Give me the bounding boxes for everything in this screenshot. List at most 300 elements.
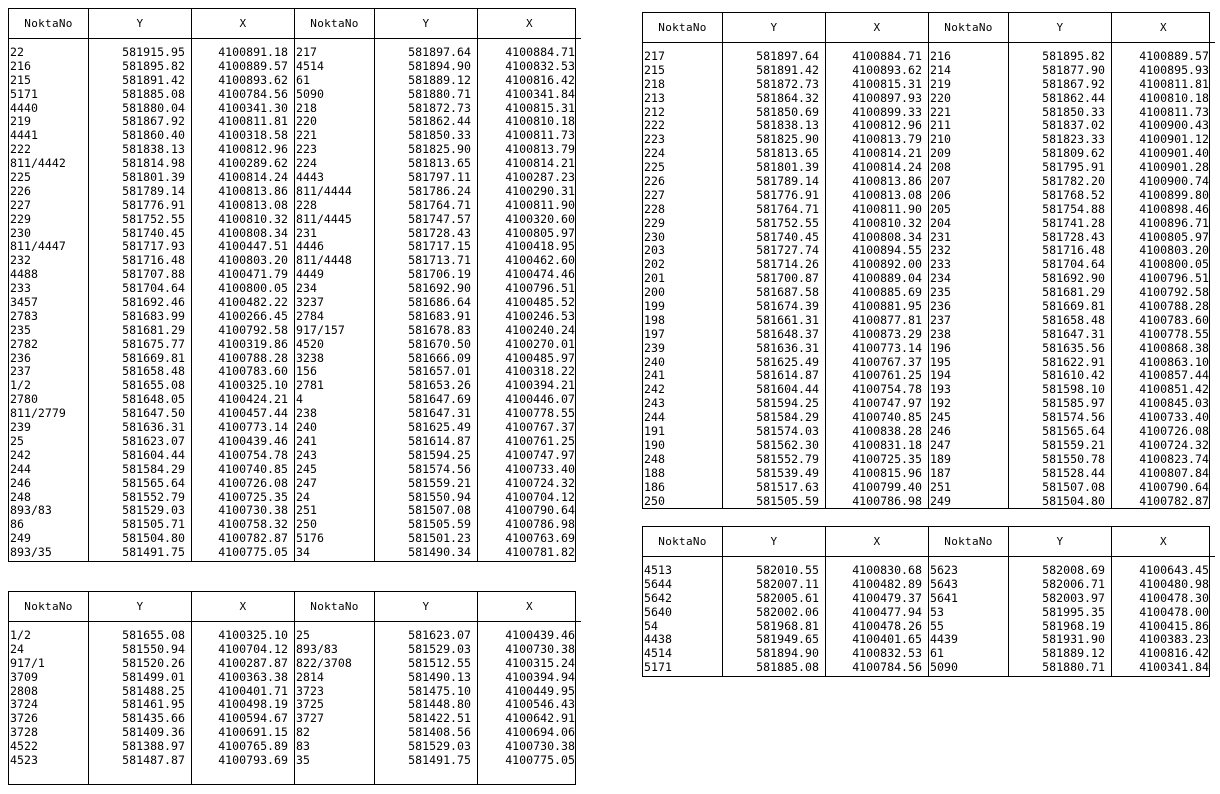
column-header-y-right: Y <box>1009 13 1112 43</box>
table-cell: 581625.49 <box>756 354 819 369</box>
table-cell: 24 <box>296 489 310 504</box>
table-cell: 581507.08 <box>1042 479 1105 494</box>
table-cell: 581740.45 <box>122 225 185 240</box>
table-cell: 202 <box>644 257 665 272</box>
table-cell: 222 <box>10 142 31 157</box>
table-cell: 4100775.05 <box>505 753 575 768</box>
table-cell: 4100240.24 <box>505 322 575 337</box>
column-x-right <box>1112 43 1215 508</box>
table-cell: 581797.11 <box>408 170 471 185</box>
table-cell: 4488 <box>10 267 38 282</box>
table-cell: 4100724.32 <box>505 475 575 490</box>
table-cell: 195 <box>930 354 951 369</box>
table-cell: 227 <box>10 197 31 212</box>
table-cell: 5641 <box>930 590 958 605</box>
table-cell: 581850.33 <box>1042 104 1105 119</box>
table-cell: 581885.08 <box>122 86 185 101</box>
table-cell: 581872.73 <box>408 100 471 115</box>
table-cell: 581891.42 <box>756 62 819 77</box>
table-cell: 4100401.71 <box>218 683 288 698</box>
table-cell: 581862.44 <box>1042 90 1105 105</box>
coordinate-table-3 <box>642 12 1210 509</box>
table-cell: 243 <box>644 396 665 411</box>
table-cell: 4100479.37 <box>852 590 922 605</box>
table-cell: 581565.64 <box>122 475 185 490</box>
table-cell: 233 <box>10 281 31 296</box>
table-cell: 4100873.29 <box>852 326 922 341</box>
table-cell: 4100754.78 <box>852 382 922 397</box>
table-cell: 581559.21 <box>1042 437 1105 452</box>
table-cell: 581550.94 <box>408 489 471 504</box>
table-cell: 242 <box>644 382 665 397</box>
table-cell: 188 <box>644 465 665 480</box>
table-cell: 4100781.82 <box>505 545 575 560</box>
table-cell: 230 <box>10 225 31 240</box>
table-cell: 4100813.08 <box>852 187 922 202</box>
table-cell: 4100724.32 <box>1139 437 1209 452</box>
table-cell: 581681.29 <box>122 322 185 337</box>
column-x-left <box>192 39 295 561</box>
table-cell: 4100704.12 <box>218 641 288 656</box>
table-cell: 4100845.03 <box>1139 396 1209 411</box>
table-cell: 1/2 <box>10 378 31 393</box>
table-cell: 581594.25 <box>756 396 819 411</box>
table-cell: 581529.03 <box>408 739 471 754</box>
table-cell: 581885.08 <box>756 660 819 675</box>
table-cell: 917/1 <box>10 655 45 670</box>
table-cell: 5643 <box>930 576 958 591</box>
table-cell: 581931.90 <box>1042 632 1105 647</box>
table-cell: 4100643.45 <box>1139 563 1209 577</box>
table-cell: 4100811.73 <box>505 128 575 143</box>
column-nokta-no-left <box>9 39 89 561</box>
table-cell: 581823.33 <box>1042 132 1105 147</box>
table-cell: 210 <box>930 132 951 147</box>
table-cell: 249 <box>930 493 951 508</box>
table-cell: 581614.87 <box>408 433 471 448</box>
table-cell: 4100318.22 <box>505 364 575 379</box>
table-cell: 581692.90 <box>408 281 471 296</box>
table-cell: 581814.98 <box>122 156 185 171</box>
table-cell: 5090 <box>930 660 958 675</box>
table-cell: 191 <box>644 424 665 439</box>
table-cell: 4100594.67 <box>218 711 288 726</box>
table-cell: 198 <box>644 312 665 327</box>
table-cell: 4100816.42 <box>1139 646 1209 661</box>
table-cell: 3709 <box>10 669 38 684</box>
table-cell: 4441 <box>10 128 38 143</box>
table-cell: 4100800.05 <box>1139 257 1209 272</box>
table-cell: 581594.25 <box>408 447 471 462</box>
table-cell: 229 <box>644 215 665 230</box>
table-cell: 581408.56 <box>408 725 471 740</box>
column-nokta-no-left <box>643 557 723 676</box>
table-cell: 241 <box>296 433 317 448</box>
table-cell: 192 <box>930 396 951 411</box>
table-cell: 581448.80 <box>408 697 471 712</box>
table-cell: 4100341.84 <box>1139 660 1209 675</box>
table-cell: 582003.97 <box>1042 590 1105 605</box>
table-cell: 4100811.81 <box>218 114 288 129</box>
table-cell: 4100761.25 <box>852 368 922 383</box>
table-cell: 200 <box>644 285 665 300</box>
table-cell: 3725 <box>296 697 324 712</box>
column-header-y-left: Y <box>723 13 826 43</box>
table-cell: 581692.46 <box>122 295 185 310</box>
table-cell: 4514 <box>644 646 672 661</box>
table-cell: 223 <box>644 132 665 147</box>
table-cell: 4100439.46 <box>505 628 575 642</box>
table-cell: 4100813.79 <box>852 132 922 147</box>
table-cell: 209 <box>930 146 951 161</box>
table-cell: 581507.08 <box>408 503 471 518</box>
table-cell: 581678.83 <box>408 322 471 337</box>
table-cell: 4100812.96 <box>218 142 288 157</box>
table-cell: 4100813.08 <box>218 197 288 212</box>
table-cell: 4100733.40 <box>505 461 575 476</box>
table-cell: 581764.71 <box>408 197 471 212</box>
table-cell: 61 <box>930 646 944 661</box>
table-cell: 582006.71 <box>1042 576 1105 591</box>
table-cell: 581539.49 <box>756 465 819 480</box>
coordinate-table-1 <box>8 8 576 562</box>
table-cell: 4100901.28 <box>1139 160 1209 175</box>
table-cell: 581825.90 <box>756 132 819 147</box>
column-header-x-right: X <box>478 9 581 39</box>
table-cell: 893/83 <box>10 503 52 518</box>
table-cell: 4100289.62 <box>218 156 288 171</box>
table-cell: 581675.77 <box>122 336 185 351</box>
table-cell: 217 <box>296 45 317 59</box>
table-cell: 581706.19 <box>408 267 471 282</box>
column-header-y-left: Y <box>89 9 192 39</box>
table-cell: 4100341.84 <box>505 86 575 101</box>
table-cell: 581422.51 <box>408 711 471 726</box>
table-cell: 581488.25 <box>122 683 185 698</box>
table-cell: 4100884.71 <box>505 45 575 59</box>
table-cell: 581686.64 <box>408 295 471 310</box>
table-cell: 581895.82 <box>1042 49 1105 63</box>
table-cell: 4100763.69 <box>505 531 575 546</box>
table-cell: 4443 <box>296 170 324 185</box>
table-cell: 581529.03 <box>122 503 185 518</box>
table-cell: 2782 <box>10 336 38 351</box>
table-cell: 581949.65 <box>756 632 819 647</box>
table-cell: 582002.06 <box>756 604 819 619</box>
column-header-nokta-no-right: NoktaNo <box>295 9 375 39</box>
table-cell: 228 <box>644 201 665 216</box>
table-cell: 581700.87 <box>756 271 819 286</box>
table-cell: 4100893.62 <box>218 72 288 87</box>
table-cell: 199 <box>644 299 665 314</box>
table-cell: 581625.49 <box>408 420 471 435</box>
column-x-left <box>826 43 929 508</box>
table-cell: 4100394.94 <box>505 669 575 684</box>
table-cell: 4100811.90 <box>505 197 575 212</box>
table-cell: 4100485.97 <box>505 350 575 365</box>
table-cell: 4100462.60 <box>505 253 575 268</box>
table-cell: 4440 <box>10 100 38 115</box>
table-cell: 247 <box>296 475 317 490</box>
table-cell: 581889.12 <box>408 72 471 87</box>
table-cell: 4100814.24 <box>218 170 288 185</box>
table-cell: 243 <box>296 447 317 462</box>
table-cell: 4100810.18 <box>505 114 575 129</box>
table-cell: 5642 <box>644 590 672 605</box>
column-y-left <box>723 43 826 508</box>
table-cell: 5171 <box>10 86 38 101</box>
table-cell: 582007.11 <box>756 576 819 591</box>
table-cell: 208 <box>930 160 951 175</box>
table-cell: 4100877.81 <box>852 312 922 327</box>
table-cell: 581880.71 <box>408 86 471 101</box>
table-cell: 4513 <box>644 563 672 577</box>
column-nokta-no-right <box>295 39 375 561</box>
table-cell: 4100480.98 <box>1139 576 1209 591</box>
table-cell: 242 <box>10 447 31 462</box>
table-cell: 582008.69 <box>1042 563 1105 577</box>
table-cell: 204 <box>930 215 951 230</box>
table-cell: 246 <box>930 424 951 439</box>
table-cell: 581552.79 <box>122 489 185 504</box>
table-cell: 211 <box>930 118 951 133</box>
table-cell: 4100761.25 <box>505 433 575 448</box>
table-cell: 34 <box>296 545 310 560</box>
column-header-nokta-no-right: NoktaNo <box>929 527 1009 557</box>
table-cell: 2783 <box>10 308 38 323</box>
table-cell: 239 <box>10 420 31 435</box>
table-cell: 245 <box>296 461 317 476</box>
table-cell: 238 <box>930 326 951 341</box>
table-cell: 4100778.55 <box>505 406 575 421</box>
table-cell: 581475.10 <box>408 683 471 698</box>
table-cell: 4439 <box>930 632 958 647</box>
table-cell: 581636.31 <box>122 420 185 435</box>
table-cell: 156 <box>296 364 317 379</box>
table-cell: 581895.82 <box>122 58 185 73</box>
table-cell: 240 <box>296 420 317 435</box>
table-cell: 581728.43 <box>408 225 471 240</box>
table-cell: 4100790.64 <box>1139 479 1209 494</box>
table-cell: 225 <box>644 160 665 175</box>
table-cell: 4100320.60 <box>505 211 575 226</box>
table-cell: 581897.64 <box>756 49 819 63</box>
table-cell: 4100885.69 <box>852 285 922 300</box>
column-x-right <box>1112 557 1215 676</box>
table-cell: 581813.65 <box>756 146 819 161</box>
table-cell: 4100901.40 <box>1139 146 1209 161</box>
table-cell: 811/4447 <box>10 239 66 254</box>
table-cell: 4100810.32 <box>852 215 922 230</box>
table-cell: 811/4445 <box>296 211 352 226</box>
table-cell: 581491.75 <box>122 545 185 560</box>
table-cell: 4100287.87 <box>218 655 288 670</box>
table-cell: 222 <box>644 118 665 133</box>
table-cell: 581864.32 <box>756 90 819 105</box>
table-cell: 4100813.86 <box>218 183 288 198</box>
table-cell: 216 <box>10 58 31 73</box>
table-cell: 581752.55 <box>756 215 819 230</box>
table-cell: 581648.05 <box>122 392 185 407</box>
table-cell: 251 <box>296 503 317 518</box>
table-cell: 3726 <box>10 711 38 726</box>
table-cell: 581658.48 <box>122 364 185 379</box>
table-cell: 581776.91 <box>756 187 819 202</box>
table-cell: 581585.97 <box>1042 396 1105 411</box>
table-cell: 581850.69 <box>756 104 819 119</box>
table-cell: 4100733.40 <box>1139 410 1209 425</box>
table-cell: 581655.08 <box>122 378 185 393</box>
table-cell: 4100784.56 <box>218 86 288 101</box>
table-cell: 581880.04 <box>122 100 185 115</box>
table-cell: 581669.81 <box>122 350 185 365</box>
column-header-x-left: X <box>826 527 929 557</box>
table-cell: 4100788.28 <box>1139 299 1209 314</box>
table-cell: 24 <box>10 641 24 656</box>
table-cell: 4100485.52 <box>505 295 575 310</box>
table-cell: 231 <box>296 225 317 240</box>
table-cell: 4100783.60 <box>1139 312 1209 327</box>
table-cell: 4100773.14 <box>852 340 922 355</box>
column-nokta-no-right <box>929 557 1009 676</box>
table-cell: 581528.44 <box>1042 465 1105 480</box>
table-cell: 4100775.05 <box>218 545 288 560</box>
table-cell: 4100889.57 <box>1139 49 1209 63</box>
table-cell: 4100857.44 <box>1139 368 1209 383</box>
table-cell: 581825.90 <box>408 142 471 157</box>
table-cell: 581801.39 <box>122 170 185 185</box>
table-cell: 4100899.33 <box>852 104 922 119</box>
table-cell: 5171 <box>644 660 672 675</box>
table-cell: 581409.36 <box>122 725 185 740</box>
column-header-y-right: Y <box>375 592 478 622</box>
column-header-x-right: X <box>1112 13 1215 43</box>
table-cell: 4100896.71 <box>1139 215 1209 230</box>
table-cell: 581867.92 <box>1042 76 1105 91</box>
table-cell: 822/3708 <box>296 655 352 670</box>
table-cell: 244 <box>10 461 31 476</box>
table-cell: 581658.48 <box>1042 312 1105 327</box>
column-header-x-right: X <box>478 592 581 622</box>
table-cell: 581565.64 <box>1042 424 1105 439</box>
column-header-y-right: Y <box>1009 527 1112 557</box>
table-cell: 893/35 <box>10 545 52 560</box>
table-cell: 581614.87 <box>756 368 819 383</box>
table-cell: 581636.31 <box>756 340 819 355</box>
column-y-right <box>1009 557 1112 676</box>
table-cell: 4100471.79 <box>218 267 288 282</box>
table-cell: 4100730.38 <box>505 739 575 754</box>
table-cell: 581683.91 <box>408 308 471 323</box>
table-cell: 581501.23 <box>408 531 471 546</box>
table-cell: 236 <box>10 350 31 365</box>
table-cell: 226 <box>644 174 665 189</box>
table-cell: 232 <box>10 253 31 268</box>
table-cell: 4100816.42 <box>505 72 575 87</box>
table-cell: 229 <box>10 211 31 226</box>
table-cell: 581610.42 <box>1042 368 1105 383</box>
table-cell: 581562.30 <box>756 437 819 452</box>
table-cell: 249 <box>10 531 31 546</box>
table-cell: 194 <box>930 368 951 383</box>
table-cell: 224 <box>296 156 317 171</box>
table-cell: 35 <box>296 753 310 768</box>
table-cell: 581894.90 <box>408 58 471 73</box>
table-cell: 4100808.34 <box>218 225 288 240</box>
table-cell: 811/2779 <box>10 406 66 421</box>
table-cell: 4100823.74 <box>1139 451 1209 466</box>
table-cell: 4100838.28 <box>852 424 922 439</box>
table-cell: 4100811.81 <box>1139 76 1209 91</box>
table-cell: 4100893.62 <box>852 62 922 77</box>
table-cell: 4100813.79 <box>505 142 575 157</box>
table-cell: 228 <box>296 197 317 212</box>
table-cell: 206 <box>930 187 951 202</box>
table-cell: 4100813.86 <box>852 174 922 189</box>
table-cell: 4100832.53 <box>852 646 922 661</box>
table-cell: 581707.88 <box>122 267 185 282</box>
table-cell: 4100810.32 <box>218 211 288 226</box>
table-cell: 893/83 <box>296 641 338 656</box>
table-cell: 917/157 <box>296 322 345 337</box>
table-cell: 4100726.08 <box>1139 424 1209 439</box>
table-cell: 581647.31 <box>408 406 471 421</box>
table-cell: 4100892.00 <box>852 257 922 272</box>
table-cell: 4100287.23 <box>505 170 575 185</box>
table-cell: 581505.71 <box>122 517 185 532</box>
table-cell: 4100881.95 <box>852 299 922 314</box>
table-cell: 581584.29 <box>122 461 185 476</box>
table-cell: 581653.26 <box>408 378 471 393</box>
table-cell: 230 <box>644 229 665 244</box>
table-cell: 581867.92 <box>122 114 185 129</box>
table-cell: 55 <box>930 618 944 633</box>
table-cell: 581768.52 <box>1042 187 1105 202</box>
column-y-right <box>1009 43 1112 508</box>
table-cell: 4100474.46 <box>505 267 575 282</box>
table-cell: 4100895.93 <box>1139 62 1209 77</box>
table-cell: 4100478.26 <box>852 618 922 633</box>
table-cell: 4100290.31 <box>505 183 575 198</box>
table-cell: 3724 <box>10 697 38 712</box>
table-cell: 226 <box>10 183 31 198</box>
table-cell: 3238 <box>296 350 324 365</box>
table-cell: 4100811.73 <box>1139 104 1209 119</box>
table-cell: 227 <box>644 187 665 202</box>
table-cell: 221 <box>930 104 951 119</box>
table-cell: 581647.50 <box>122 406 185 421</box>
table-cell: 4100478.30 <box>1139 590 1209 605</box>
column-y-left <box>89 622 192 784</box>
table-cell: 25 <box>296 628 310 642</box>
table-cell: 581490.13 <box>408 669 471 684</box>
table-cell: 247 <box>930 437 951 452</box>
table-cell: 4100740.85 <box>852 410 922 425</box>
table-cell: 216 <box>930 49 951 63</box>
table-cell: 193 <box>930 382 951 397</box>
table-cell: 215 <box>10 72 31 87</box>
table-cell: 581666.09 <box>408 350 471 365</box>
table-cell: 581968.19 <box>1042 618 1105 633</box>
table-cell: 4100730.38 <box>505 641 575 656</box>
table-cell: 4100315.24 <box>505 655 575 670</box>
table-cell: 4100814.24 <box>852 160 922 175</box>
table-cell: 196 <box>930 340 951 355</box>
column-header-x-left: X <box>826 13 929 43</box>
table-cell: 581622.91 <box>1042 354 1105 369</box>
column-y-left <box>89 39 192 561</box>
table-cell: 221 <box>296 128 317 143</box>
